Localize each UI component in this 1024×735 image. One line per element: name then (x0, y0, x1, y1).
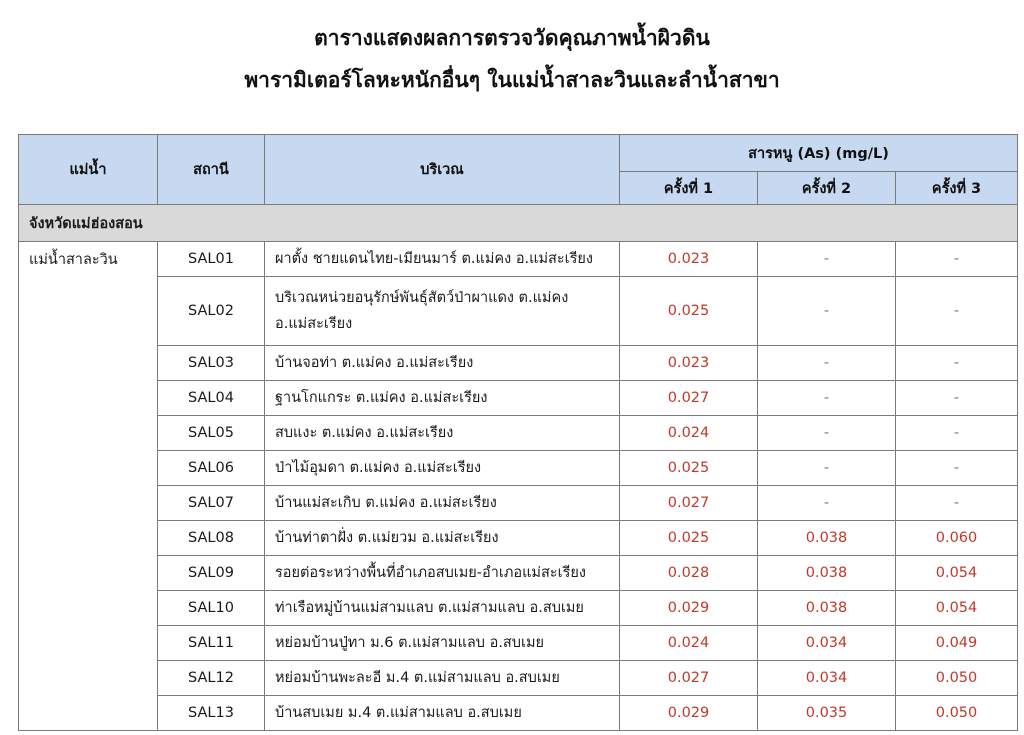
location-cell: ป่าไม้อุมดา ต.แม่คง อ.แม่สะเรียง (265, 451, 620, 486)
round-2-cell: 0.038 (758, 591, 896, 626)
location-cell: หย่อมบ้านปู่ทา ม.6 ต.แม่สามแลบ อ.สบเมย (265, 626, 620, 661)
header-river: แม่น้ำ (19, 135, 158, 205)
round-1-cell: 0.025 (620, 277, 758, 346)
round-1-cell: 0.029 (620, 591, 758, 626)
header-parameter: สารหนู (As) (mg/L) (620, 135, 1018, 172)
round-1-cell: 0.028 (620, 556, 758, 591)
station-cell: SAL01 (158, 242, 265, 277)
arsenic-results-table (18, 134, 1018, 731)
location-cell: หย่อมบ้านพะละอี ม.4 ต.แม่สามแลบ อ.สบเมย (265, 661, 620, 696)
page-subtitle: พารามิเตอร์โลหะหนักอื่นๆ ในแม่น้ำสาละวินและลำน้ำสาขา (244, 68, 780, 92)
header-round-2: ครั้งที่ 2 (758, 172, 896, 205)
round-3-cell: 0.050 (896, 696, 1018, 731)
round-1-cell: 0.027 (620, 381, 758, 416)
location-cell: รอยต่อระหว่างพื้นที่อำเภอสบเมย-อำเภอแม่สะเรียง (265, 556, 620, 591)
round-3-cell: - (896, 381, 1018, 416)
round-1-cell: 0.025 (620, 451, 758, 486)
station-cell: SAL10 (158, 591, 265, 626)
table-row (19, 521, 1018, 556)
table-row (19, 591, 1018, 626)
location-cell: บ้านท่าตาฝั่ง ต.แม่ยวม อ.แม่สะเรียง (265, 521, 620, 556)
round-1-cell: 0.023 (620, 242, 758, 277)
round-2-cell: 0.034 (758, 661, 896, 696)
round-3-cell: - (896, 486, 1018, 521)
round-2-cell: - (758, 277, 896, 346)
round-2-cell: 0.038 (758, 556, 896, 591)
table-row (19, 661, 1018, 696)
table-row (19, 556, 1018, 591)
round-3-cell: 0.054 (896, 556, 1018, 591)
location-cell: ฐานโกแกระ ต.แม่คง อ.แม่สะเรียง (265, 381, 620, 416)
station-cell: SAL05 (158, 416, 265, 451)
table-row (19, 451, 1018, 486)
round-3-cell: - (896, 416, 1018, 451)
location-cell: บริเวณหน่วยอนุรักษ์พันธุ์สัตว์ป่าผาแดง ต.แม่คง อ.แม่สะเรียง (265, 277, 620, 346)
location-cell: ผาตั้ง ชายแดนไทย-เมียนมาร์ ต.แม่คง อ.แม่สะเรียง (265, 242, 620, 277)
location-cell: บ้านสบเมย ม.4 ต.แม่สามแลบ อ.สบเมย (265, 696, 620, 731)
round-1-cell: 0.027 (620, 661, 758, 696)
location-cell: สบแงะ ต.แม่คง อ.แม่สะเรียง (265, 416, 620, 451)
table-row (19, 626, 1018, 661)
round-3-cell: 0.060 (896, 521, 1018, 556)
header-round-3: ครั้งที่ 3 (896, 172, 1018, 205)
station-cell: SAL11 (158, 626, 265, 661)
round-1-cell: 0.029 (620, 696, 758, 731)
station-cell: SAL02 (158, 277, 265, 346)
location-cell: บ้านจอท่า ต.แม่คง อ.แม่สะเรียง (265, 346, 620, 381)
table-row (19, 486, 1018, 521)
province-row: จังหวัดแม่ฮ่องสอน (19, 205, 1018, 242)
location-cell: ท่าเรือหมู่บ้านแม่สามแลบ ต.แม่สามแลบ อ.สบเมย (265, 591, 620, 626)
station-cell: SAL08 (158, 521, 265, 556)
table-row (19, 416, 1018, 451)
round-2-cell: 0.038 (758, 521, 896, 556)
round-3-cell: 0.049 (896, 626, 1018, 661)
round-1-cell: 0.024 (620, 416, 758, 451)
round-3-cell: - (896, 242, 1018, 277)
table-row (19, 696, 1018, 731)
table-row (19, 242, 1018, 277)
round-1-cell: 0.027 (620, 486, 758, 521)
station-cell: SAL12 (158, 661, 265, 696)
round-3-cell: - (896, 277, 1018, 346)
round-2-cell: - (758, 416, 896, 451)
station-cell: SAL06 (158, 451, 265, 486)
station-cell: SAL03 (158, 346, 265, 381)
round-1-cell: 0.023 (620, 346, 758, 381)
round-2-cell: - (758, 451, 896, 486)
header-round-1: ครั้งที่ 1 (620, 172, 758, 205)
round-3-cell: 0.054 (896, 591, 1018, 626)
round-2-cell: - (758, 486, 896, 521)
round-3-cell: - (896, 346, 1018, 381)
round-2-cell: - (758, 346, 896, 381)
river-cell: แม่น้ำสาละวิน (19, 242, 158, 731)
round-1-cell: 0.025 (620, 521, 758, 556)
round-2-cell: - (758, 242, 896, 277)
page-title: ตารางแสดงผลการตรวจวัดคุณภาพน้ำผิวดิน (314, 26, 710, 50)
table-row (19, 277, 1018, 346)
station-cell: SAL13 (158, 696, 265, 731)
header-location: บริเวณ (265, 135, 620, 205)
round-3-cell: - (896, 451, 1018, 486)
location-cell: บ้านแม่สะเกิบ ต.แม่คง อ.แม่สะเรียง (265, 486, 620, 521)
round-1-cell: 0.024 (620, 626, 758, 661)
round-2-cell: 0.035 (758, 696, 896, 731)
round-3-cell: 0.050 (896, 661, 1018, 696)
header-station: สถานี (158, 135, 265, 205)
station-cell: SAL04 (158, 381, 265, 416)
table-row (19, 381, 1018, 416)
round-2-cell: 0.034 (758, 626, 896, 661)
station-cell: SAL09 (158, 556, 265, 591)
station-cell: SAL07 (158, 486, 265, 521)
round-2-cell: - (758, 381, 896, 416)
table-row (19, 346, 1018, 381)
